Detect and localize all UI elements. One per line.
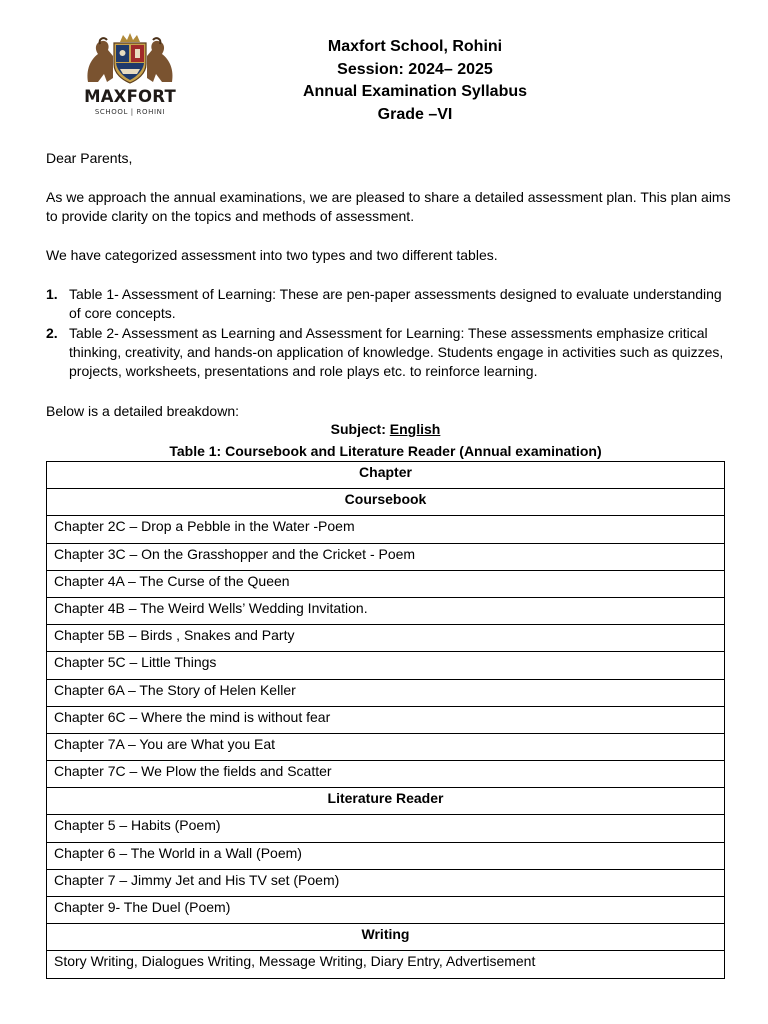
breakdown-line: Below is a detailed breakdown: [46,403,240,419]
chapter-cell: Chapter 5B – Birds , Snakes and Party [47,625,725,652]
subject-label: Subject: [330,421,386,437]
chapter-cell: Chapter 7C – We Plow the fields and Scatter [47,761,725,788]
table-row [47,570,725,597]
section-row [47,489,725,516]
chapter-cell: Chapter 4A – The Curse of the Queen [47,570,725,597]
table-header-row [47,462,725,489]
categorized-paragraph: We have categorized assessment into two types and two different tables. [46,247,498,263]
table-row [47,625,725,652]
syllabus-table [46,461,725,979]
chapter-cell: Chapter 5C – Little Things [47,652,725,679]
table-row [47,679,725,706]
chapter-cell: Chapter 7 – Jimmy Jet and His TV set (Poem) [47,869,725,896]
section-row [47,924,725,951]
section-title-literature-reader: Literature Reader [47,788,725,815]
school-name: Maxfort School, Rohini [327,38,503,55]
section-title-writing: Writing [47,924,725,951]
logo-subtitle: SCHOOL | ROHINI [94,108,166,116]
list-text: Table 2- Assessment as Learning and Assessment for Learning: These assessments emphasize critical thinking, creativity, and hands-on application of knowledge. Students engage in activities such as quizzes, projects, worksheets, presentations and role plays etc. to reinforce learning. [69,324,724,380]
section-row [47,788,725,815]
subject-name: English [389,421,441,437]
grade-line: Grade –VI [377,105,453,123]
table-row [47,543,725,570]
chapter-cell: Chapter 6A – The Story of Helen Keller [47,679,725,706]
table-row [47,842,725,869]
document-title: Annual Examination Syllabus [302,83,528,100]
table-row [47,652,725,679]
column-header-chapter: Chapter [47,462,725,489]
table-row [47,869,725,896]
table-row [47,516,725,543]
table-caption: Table 1: Coursebook and Literature Reader (Annual examination) [169,443,602,459]
school-logo [80,30,180,122]
logo-wordmark: MAXFORT [84,87,176,106]
chapter-cell: Chapter 6C – Where the mind is without fear [47,706,725,733]
list-number: 2. [46,324,58,341]
intro-paragraph: As we approach the annual examinations, we are pleased to share a detailed assessment plan. This plan aims to provide clarity on the topics and methods of assessment. [46,189,731,225]
chapter-cell: Chapter 4B – The Weird Wells’ Wedding Invitation. [47,597,725,624]
table-row [47,597,725,624]
list-text: Table 1- Assessment of Learning: These are pen-paper assessments designed to evaluate understanding of core concepts. [69,286,722,322]
salutation: Dear Parents, [46,150,133,166]
chapter-cell: Chapter 6 – The World in a Wall (Poem) [47,842,725,869]
chapter-cell: Chapter 7A – You are What you Eat [47,733,725,760]
session-line: Session: 2024– 2025 [337,60,493,78]
list-item [46,285,736,324]
section-title-coursebook: Coursebook [47,489,725,516]
table-row [47,951,725,978]
list-number: 1. [46,286,58,302]
table-row [47,733,725,760]
chapter-cell: Chapter 9- The Duel (Poem) [47,897,725,924]
chapter-cell: Story Writing, Dialogues Writing, Message Writing, Diary Entry, Advertisement [47,951,725,978]
list-item [46,324,736,382]
table-row [47,761,725,788]
subject-line [46,421,725,437]
page-header [180,36,650,126]
table-row [47,706,725,733]
crest-icon [80,30,180,88]
chapter-cell: Chapter 2C – Drop a Pebble in the Water -Poem [47,516,725,543]
chapter-cell: Chapter 3C – On the Grasshopper and the Cricket - Poem [47,543,725,570]
assessment-list [46,285,736,381]
chapter-cell: Chapter 5 – Habits (Poem) [47,815,725,842]
table-row [47,897,725,924]
table-row [47,815,725,842]
